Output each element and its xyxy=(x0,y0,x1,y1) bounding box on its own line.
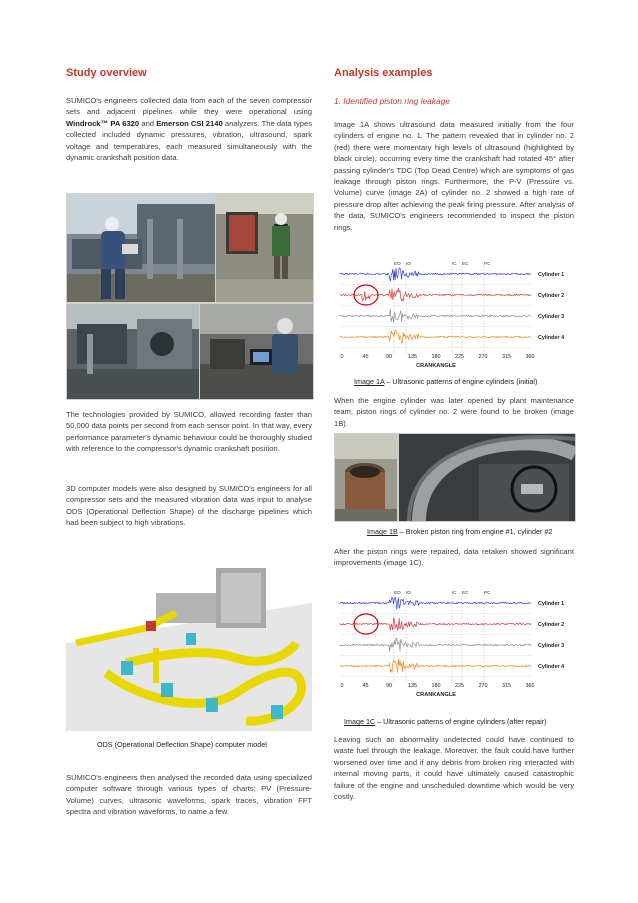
tick-label: 90 xyxy=(386,354,392,360)
cylinder-label: Cylinder 1 xyxy=(538,601,565,607)
analysis-paragraph-4: Leaving such an abnormality undetected could have continued to waste fuel through the leakage. Moreover, the fault could have further worsened over time and if any debris from broken ring interacted with internal moving parts, it could have ultimately caused catastrophic failure of the engine and unscheduled downtime which would be very costly. xyxy=(334,735,574,802)
para1-prefix: SUMICO's engineers collected data from each of the seven compressor sets and adjacent pipelines while they were operational using xyxy=(66,96,312,117)
caption-1b-label: Image 1B xyxy=(367,527,398,536)
caption-1c-label: Image 1C xyxy=(344,717,376,726)
cylinder-trace xyxy=(340,638,531,652)
cylinder-trace xyxy=(340,659,531,672)
caption-image-1c xyxy=(344,717,547,726)
tick-label: 135 xyxy=(408,683,417,689)
tick-label: 135 xyxy=(408,354,417,360)
event-label: IO xyxy=(406,261,411,266)
analysis-examples-heading: Analysis examples xyxy=(334,67,433,79)
analysis-paragraph-2: When the engine cylinder was later opened by plant maintenance team, piston rings of cylinder no. 2 were found to be broken (image 1B). xyxy=(334,396,574,428)
tick-label: 45 xyxy=(362,354,369,360)
cylinder-label: Cylinder 3 xyxy=(538,314,565,320)
study-overview-paragraph-1 xyxy=(66,95,312,163)
caption-image-1a xyxy=(354,377,537,386)
caption-image-1b xyxy=(367,527,552,536)
tick-label: 270 xyxy=(478,683,488,689)
cylinder-trace xyxy=(340,268,531,281)
cylinder-trace xyxy=(340,597,531,609)
photo-engineer-analyzer xyxy=(199,303,314,400)
cylinder-label: Cylinder 4 xyxy=(538,335,565,341)
ods-caption: ODS (Operational Deflection Shape) computer model xyxy=(97,740,267,749)
waveform-chart-1a xyxy=(334,256,574,371)
event-label: EC xyxy=(462,590,469,595)
cylinder-label: Cylinder 2 xyxy=(538,622,565,628)
tick-label: 225 xyxy=(455,354,464,360)
cylinder-trace xyxy=(340,309,531,322)
tick-label: 0 xyxy=(340,354,344,360)
emerson-product: Emerson CSI 2140 xyxy=(156,118,223,128)
photo-engineer-panel xyxy=(215,193,314,303)
cylinder-trace xyxy=(340,618,531,631)
cylinder-trace xyxy=(340,330,531,343)
photo-engineer-compressor xyxy=(66,193,216,303)
event-label: PC xyxy=(484,590,491,595)
caption-1a-label: Image 1A xyxy=(354,377,385,386)
event-label: EO xyxy=(394,261,401,266)
tick-label: 225 xyxy=(455,683,464,689)
tick-label: 315 xyxy=(502,354,511,360)
ods-model-image xyxy=(66,553,312,731)
tick-label: 360 xyxy=(525,683,535,689)
photo-broken-piston-ring xyxy=(398,433,576,522)
x-axis-label: CRANKANGLE xyxy=(416,363,456,369)
tick-label: 45 xyxy=(362,683,369,689)
event-label: PC xyxy=(484,261,491,266)
para1-and: and xyxy=(139,118,157,128)
cylinder-label: Cylinder 3 xyxy=(538,643,565,649)
tick-label: 360 xyxy=(525,354,535,360)
caption-1c-text: – Ultrasonic patterns of engine cylinders (after repair) xyxy=(375,717,547,726)
analysis-paragraph-3: After the piston rings were repaired, data retaken showed significant improvements (image 1C). xyxy=(334,547,574,568)
event-label: IC xyxy=(452,590,457,595)
tick-label: 180 xyxy=(431,354,441,360)
study-overview-paragraph-2: The technologies provided by SUMICO, allowed recording faster than 50,000 data points per second from each sensor point. In that way, every performance parameter's dynamic behaviour could be thoroughly studied with reference to the compressor's dynamic crankshaft position. xyxy=(66,410,312,454)
study-overview-paragraph-3: 3D computer models were also designed by SUMICO's engineers for all compressor sets and the measured vibration data was input to analyse ODS (Operational Deflection Shape) of the discharge pipelines which had been subject to high vibrations. xyxy=(66,484,312,528)
event-label: IC xyxy=(452,261,457,266)
cylinder-label: Cylinder 1 xyxy=(538,272,565,278)
waveform-1a-svg xyxy=(334,256,574,371)
caption-1b-text: – Broken piston ring from engine #1, cylinder #2 xyxy=(397,527,553,536)
identified-leakage-subheading: 1. Identified piston ring leakage xyxy=(334,96,450,106)
waveform-1c-svg xyxy=(334,585,574,700)
tick-label: 270 xyxy=(478,354,488,360)
tick-label: 0 xyxy=(340,683,344,689)
tick-label: 315 xyxy=(502,683,511,689)
waveform-chart-1c xyxy=(334,585,574,700)
event-label: EC xyxy=(462,261,469,266)
photo-compressor-equipment xyxy=(66,303,200,400)
event-label: IO xyxy=(406,590,411,595)
tick-label: 180 xyxy=(431,683,441,689)
photo-piston-cylinder xyxy=(334,433,398,522)
cylinder-label: Cylinder 2 xyxy=(538,293,565,299)
cylinder-trace xyxy=(340,288,531,301)
study-overview-heading: Study overview xyxy=(66,67,147,79)
analysis-paragraph-1: Image 1A shows ultrasound data measured initially from the four cylinders of engine no. 1. The pattern revealed that in cylinder no. 2 (red) there were momentary high levels of ultrasound (highlighted by black circle), occurring every time the crankshaft had rotated 45° after passing cylinder's TDC (Top Dead Centre) which are symptoms of gas leakage through piston rings. Furthermore, the P-V (Pressure vs. Volume) curve (image 2A) of cylinder no. 2 showed a high rate of pressure drop after achieving the peak firing pressure. After analysis of the data, SUMICO's engineers recommended to inspect the piston rings. xyxy=(334,120,574,232)
cylinder-label: Cylinder 4 xyxy=(538,664,565,670)
x-axis-label: CRANKANGLE xyxy=(416,692,456,698)
windrock-product: Windrock™ PA 6320 xyxy=(66,118,140,128)
caption-1a-text: – Ultrasonic patterns of engine cylinders (initial) xyxy=(384,377,538,386)
tick-label: 90 xyxy=(386,683,392,689)
event-label: EO xyxy=(394,590,401,595)
para1-suffix: analyzers. The data types collected included dynamic pressures, vibration, ultrasound, spark voltage and temperatures, each measured simultaneously with the dynamic crankshaft position data. xyxy=(66,118,313,163)
study-overview-paragraph-4: SUMICO's engineers then analysed the recorded data using specialized computer software through various types of charts; PV (Pressure-Volume) curves, ultrasonic waveforms, spark traces, vibration FFT spectra and vibration waveforms, to name a few. xyxy=(66,773,312,817)
